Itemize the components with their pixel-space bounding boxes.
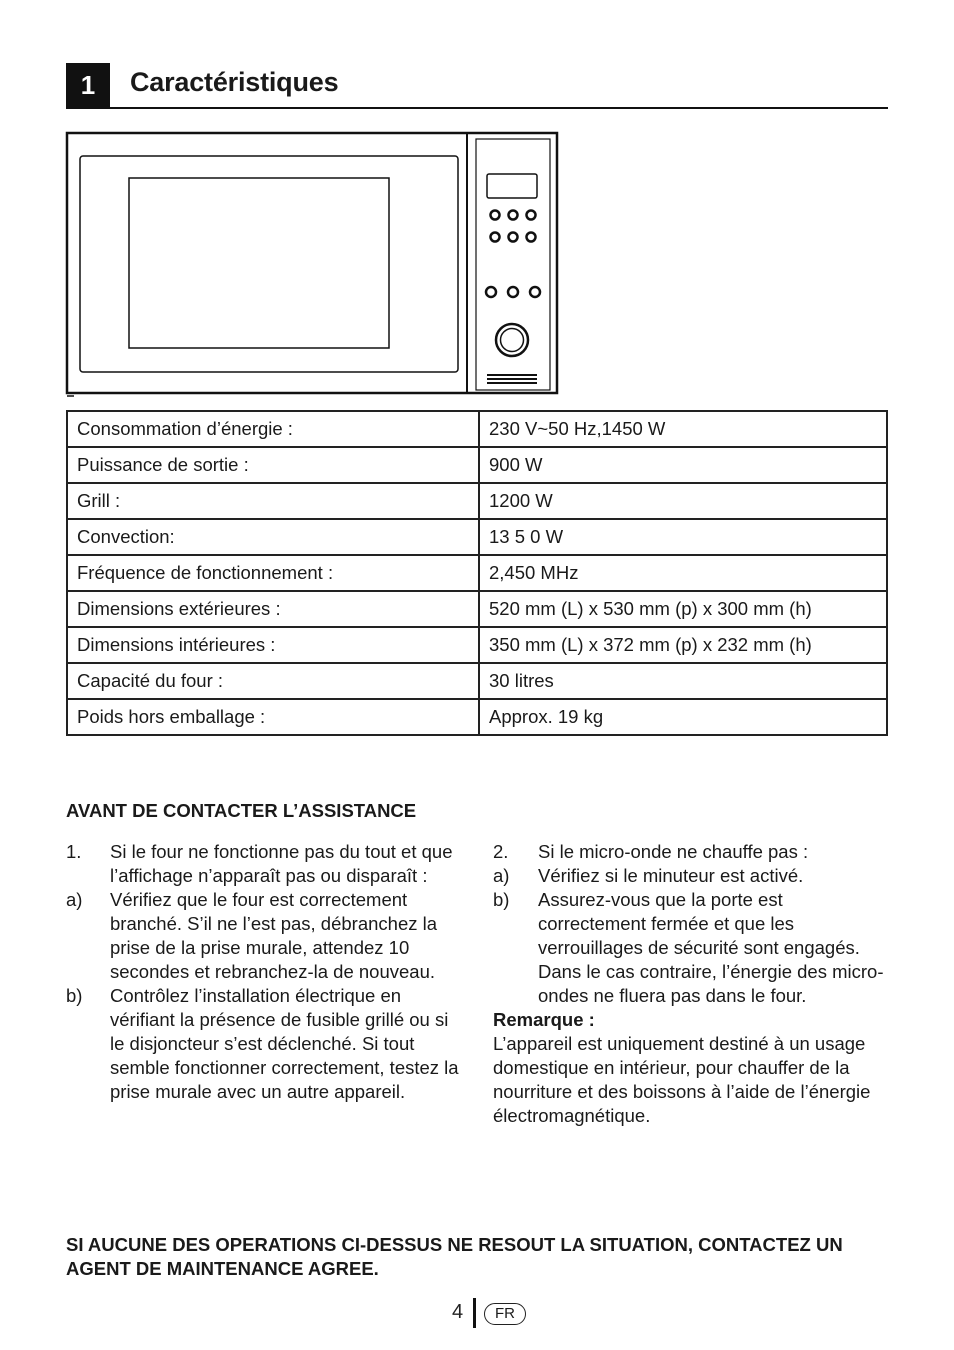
list-item [66,888,466,984]
list-marker: b) [66,985,83,1006]
spec-label: Poids hors emballage : [67,699,479,735]
page-title: Caractéristiques [130,67,339,97]
spec-label: Fréquence de fonctionnement : [67,555,479,591]
spec-value: 30 litres [479,663,887,699]
title-underline [66,107,888,109]
display-screen [487,174,537,198]
list-item [493,840,893,864]
control-button [509,233,518,242]
table-row [67,699,887,735]
vent-grille [487,375,537,383]
troubleshooting-right-column [493,840,893,1128]
section-header [66,63,888,109]
list-text: Si le four ne fonctionne pas du tout et que l’affichage n’apparaît pas ou disparaît : [110,841,453,886]
microwave-outer-body [67,133,557,393]
spec-value: 520 mm (L) x 530 mm (p) x 300 mm (h) [479,591,887,627]
table-row [67,447,887,483]
table-row [67,663,887,699]
footer-divider [473,1298,476,1328]
control-button [491,211,500,220]
control-button [509,211,518,220]
spec-label: Dimensions intérieures : [67,627,479,663]
spec-value: 350 mm (L) x 372 mm (p) x 232 mm (h) [479,627,887,663]
control-button [508,287,518,297]
list-text: Contrôlez l’installation électrique en vérifiant la présence de fusible grillé ou si le disjoncteur s’est déclenché. Si tout semble fonctionner correctement, testez la prise murale avec un autre appareil. [110,985,459,1102]
list-item [493,864,893,888]
spec-value: 13 5 0 W [479,519,887,555]
control-button [530,287,540,297]
spec-value: 230 V~50 Hz,1450 W [479,411,887,447]
list-item [66,840,466,888]
list-text: Vérifiez si le minuteur est activé. [538,865,804,886]
remark-title: Remarque : [493,1009,595,1030]
control-button [527,233,536,242]
list-marker: 1. [66,841,82,862]
section-number: 1 [66,63,110,107]
specifications-table [66,410,888,736]
language-badge: FR [484,1303,526,1325]
page-number: 4 [452,1301,464,1323]
control-button [527,211,536,220]
table-row [67,555,887,591]
spec-value: Approx. 19 kg [479,699,887,735]
control-button [486,287,496,297]
spec-label: Convection: [67,519,479,555]
microwave-illustration [64,130,564,400]
spec-label: Consommation d’énergie : [67,411,479,447]
list-marker: a) [66,889,83,910]
table-row [67,519,887,555]
spec-value: 2,450 MHz [479,555,887,591]
list-marker: a) [493,865,510,886]
section-title: AVANT DE CONTACTER L’ASSISTANCE [66,800,417,821]
list-item [66,984,466,1104]
spec-label: Capacité du four : [67,663,479,699]
table-row [67,483,887,519]
list-marker: b) [493,889,510,910]
troubleshooting-left-column [66,840,466,1104]
spec-value: 900 W [479,447,887,483]
microwave-window [129,178,389,348]
list-item [493,888,893,1008]
spec-value: 1200 W [479,483,887,519]
list-text: Vérifiez que le four est correctement branché. S’il ne l’est pas, débranchez la prise de la prise murale, attendez 10 secondes et rebranchez-la de nouveau. [110,889,438,982]
microwave-door [80,156,458,372]
control-button [491,233,500,242]
list-marker: 2. [493,841,509,862]
spec-label: Puissance de sortie : [67,447,479,483]
list-text: Si le micro-onde ne chauffe pas : [538,841,809,862]
list-text: Assurez-vous que la porte est correctement fermée et que les verrouillages de sécurité sont engagés. Dans le cas contraire, l’énergie des micro-ondes ne fluera pas dans le four. [538,889,884,1006]
final-warning: SI AUCUNE DES OPERATIONS CI-DESSUS NE RESOUT LA SITUATION, CONTACTEZ UN AGENT DE MAINTENANCE AGREE. [66,1234,843,1279]
table-row [67,411,887,447]
table-row [67,627,887,663]
remark-text: L’appareil est uniquement destiné à un usage domestique en intérieur, pour chauffer de la nourriture et des boissons à l’aide de l’énergie électromagnétique. [493,1033,871,1126]
spec-label: Grill : [67,483,479,519]
table-row [67,591,887,627]
spec-label: Dimensions extérieures : [67,591,479,627]
